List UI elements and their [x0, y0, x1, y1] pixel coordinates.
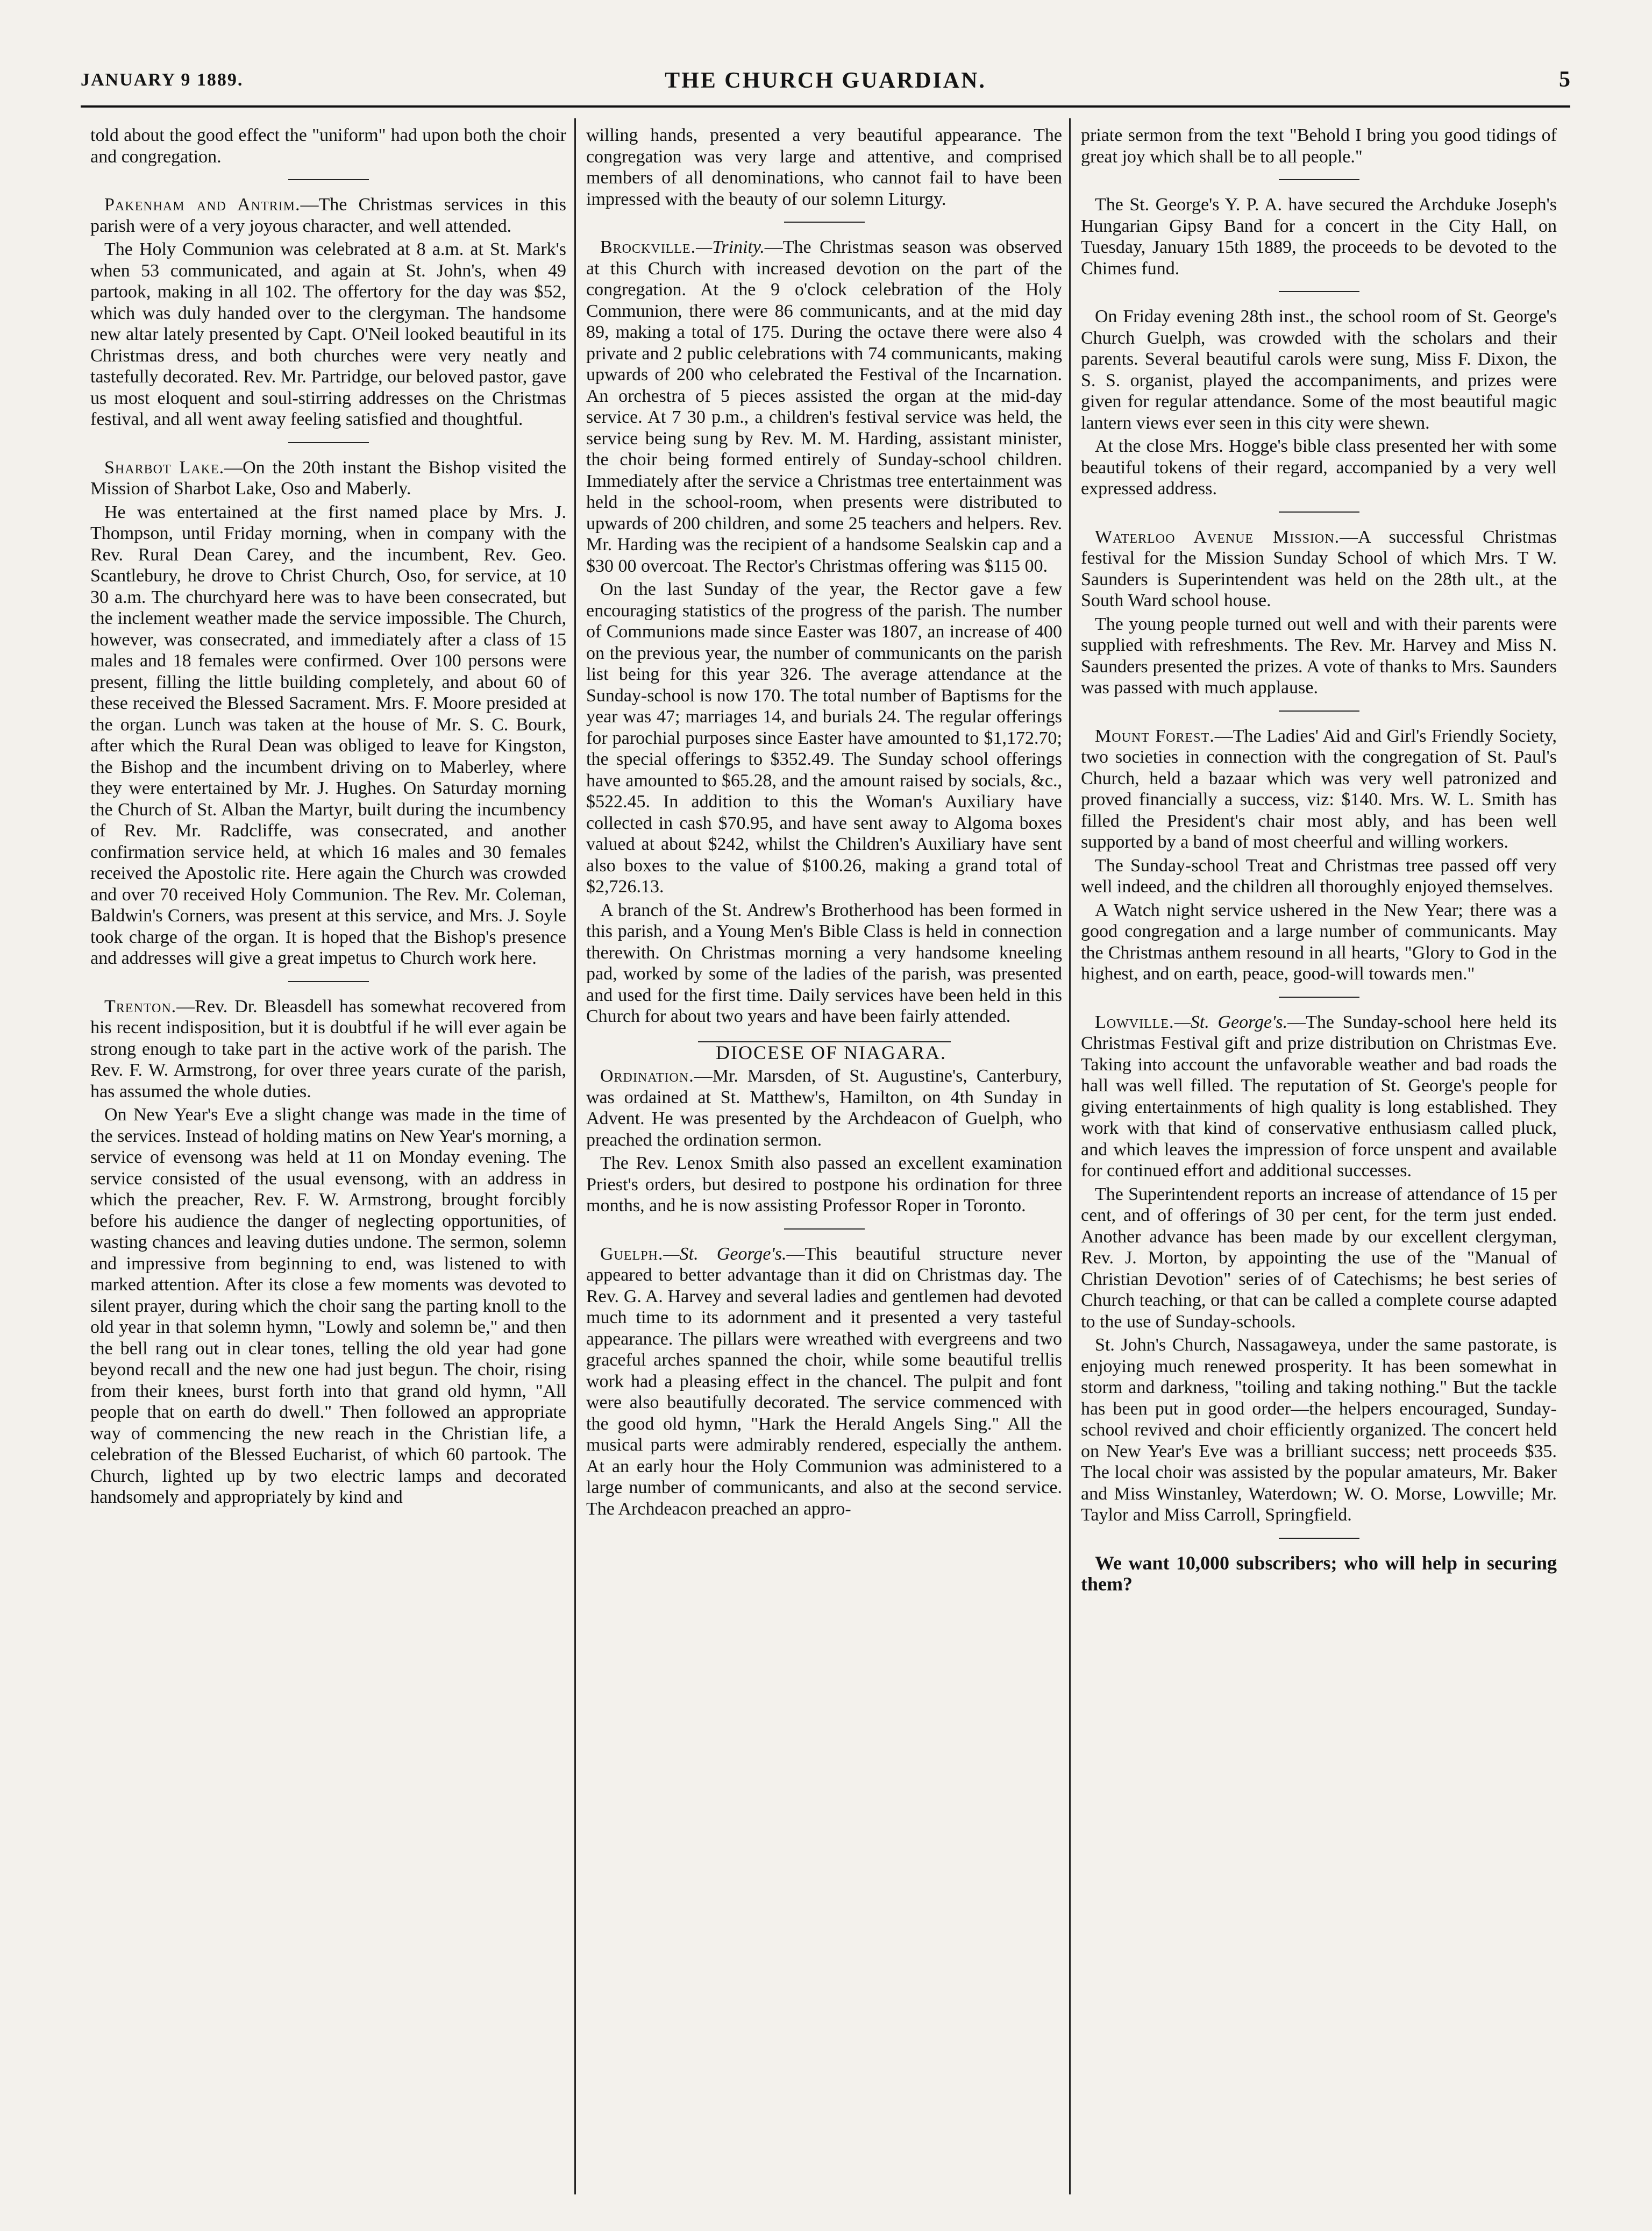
article-lowville — [1081, 1012, 1557, 1182]
paragraph: The St. George's Y. P. A. have secured the Archduke Joseph's Hungarian Gipsy Band for a concert in the City Hall, on Tuesday, January 15th 1889, the proceeds to be devoted to the Chimes fund. — [1081, 195, 1557, 279]
paragraph-text: —The Christmas services in this parish were of a very joyous character, and well attended. — [90, 195, 566, 236]
section-divider — [1279, 997, 1359, 998]
issue-date: JANUARY 9 1889. — [81, 70, 244, 90]
article-sharbot-lake — [90, 457, 566, 500]
column-2 — [586, 125, 1062, 2190]
section-subheading: —St. George's. — [663, 1244, 787, 1264]
page-number: 5 — [1559, 67, 1570, 92]
section-heading: Sharbot Lake. — [104, 457, 225, 478]
paragraph: On Friday evening 28th inst., the school room of St. George's Church Guelph, was crowded with the scholars and their parents. Several beautiful carols were sung, Miss F. Dixon, the S. S. organist, played the accompaniments, and prizes were given for regular attendance. Some of the most beautiful magic lantern views ever seen in this city were shewn. — [1081, 307, 1557, 433]
section-divider — [288, 442, 369, 443]
section-heading: Trenton. — [104, 996, 177, 1017]
column-1 — [90, 125, 566, 2190]
newspaper-title: THE CHURCH GUARDIAN. — [665, 68, 986, 93]
paragraph: The young people turned out well and with their parents were supplied with refreshments. The Rev. Mr. Harvey and Miss N. Saunders presented the prizes. A vote of thanks to Mrs. Saunders was passed with much applause. — [1081, 614, 1557, 698]
paragraph: At the close Mrs. Hogge's bible class presented her with some beautiful tokens of their regard, accompanied by a very well expressed address. — [1081, 436, 1557, 499]
article-trenton — [90, 996, 566, 1103]
paragraph: A Watch night service ushered in the New Year; there was a good congregation and a large number of communicants. May the Christmas anthem resound in all hearts, "Glory to God in the highest, and on earth, peace, good-will towards men." — [1081, 900, 1557, 984]
section-divider — [1279, 710, 1359, 712]
section-divider — [784, 1228, 865, 1230]
article-pakenham — [90, 194, 566, 237]
section-divider — [288, 981, 369, 982]
paragraph-text: —The Christmas season was observed at this Church with increased devotion on the part of the congregation. At the 9 o'clock celebration of the Holy Communion, there were 86 communicants, and at the mid day 89, making a total of 175. During the octave there were also 4 private and 2 public celebrations with 74 communicants, making upwards of 200 who celebrated the Festival of the Incarnation. An orchestra of 5 pieces assisted the organ at the mid-day service. At 7 30 p.m., a children's festival service was held, the service being sung by Rev. M. M. Harding, assistant minister, the choir being formed entirely of Sunday-school children. Immediately after the service a Christmas tree entertainment was held in the school-room, when presents were distributed to upwards of 200 children, and some 25 teachers and helpers. Rev. Mr. Harding was the recipient of a handsome Sealskin cap and a $30 00 overcoat. The Rector's Christmas offering was $115 00. — [586, 237, 1062, 576]
section-divider — [288, 179, 369, 180]
article-guelph — [586, 1244, 1062, 1520]
article-mount-forest — [1081, 726, 1557, 853]
section-divider — [784, 222, 865, 223]
paragraph: He was entertained at the first named place by Mrs. J. Thompson, until Friday morning, when in company with the Rev. Rural Dean Carey, and the incumbent, Rev. Geo. Scantlebury, he drove to Christ Church, Oso, for service, at 10 30 a.m. The churchyard here was to have been consecrated, but the inclement weather made the service impossible. The Church, however, was consecrated, and immediately after a class of 15 males and 18 females were confirmed. Over 100 persons were present, filling the little building completely, and about 60 of these received the Blessed Sacrament. Mrs. F. Moore presided at the organ. Lunch was taken at the house of Mr. S. C. Bourk, after which the Rural Dean was obliged to leave for Kingston, the Bishop and the incumbent driving on to Maberley, where they were entertained by Mr. J. Hughes. On Saturday morning the Church of St. Alban the Martyr, built during the incumbency of Rev. Mr. Radcliffe, was consecrated, and another confirmation service held, at which 16 males and 30 females received the Apostolic rite. Here again the Church was crowded and over 70 received Holy Communion. The Rev. Mr. Coleman, Baldwin's Corners, was present at this service, and Mrs. J. Soyle took charge of the organ. It is hoped that the Bishop's presence and addresses will give a great impetus to Church work here. — [90, 502, 566, 968]
paragraph: A branch of the St. Andrew's Brotherhood has been formed in this parish, and a Young Men's Bible Class is held in connection therewith. On Christmas morning a very handsome kneeling pad, worked by some of the ladies of the parish, was presented and used for the first time. Daily services have been held in this Church for about two years and have been fairly attended. — [586, 900, 1062, 1026]
diocese-heading: DIOCESE OF NIAGARA. — [715, 1041, 946, 1063]
paragraph: The Sunday-school Treat and Christmas tree passed off very well indeed, and the children all thoroughly enjoyed themselves. — [1081, 855, 1557, 897]
section-subheading: —St. George's. — [1174, 1012, 1288, 1032]
masthead — [81, 65, 1570, 99]
section-divider — [1279, 511, 1359, 513]
subscriber-appeal: We want 10,000 subscribers; who will help in securing them? — [1081, 1552, 1557, 1595]
paragraph-text: —The Sunday-school here held its Christmas Festival gift and prize distribution on Christmas Eve. Taking into account the unfavorable weather and bad roads the hall was well filled. The reputation of St. George's people for giving entertainments of high quality is long established. They work with that kind of conservative enthusiasm called pluck, and which leaves the impression of force unspent and available for continued effort and additional successes. — [1081, 1012, 1557, 1181]
section-subheading: —Trinity. — [696, 237, 765, 257]
paragraph: St. John's Church, Nassagaweya, under the same pastorate, is enjoying much renewed prosperity. It has been somewhat in storm and darkness, "toiling and taking nothing." But the tackle has been put in good order—the helpers encouraged, Sunday-school revived and choir efficiently organized. The concert held on New Year's Eve was a brilliant success; nett proceeds $35. The local choir was assisted by the popular amateurs, Mr. Baker and Miss Winstanley, Waterdown; W. O. Morse, Lowville; Mr. Taylor and Miss Carroll, Springfield. — [1081, 1335, 1557, 1525]
article-brockville — [586, 237, 1062, 577]
section-heading: Waterloo Avenue Mission. — [1095, 527, 1340, 547]
paragraph-text: —A successful Christmas festival for the Mission Sunday School of which Mrs. T W. Saunders is Superintendent was held on the 28th ult., at the South Ward school house. — [1081, 527, 1557, 610]
column-divider — [1069, 118, 1071, 2194]
column-3 — [1081, 125, 1557, 2190]
paragraph-text: —On the 20th instant the Bishop visited the Mission of Sharbot Lake, Oso and Maberly. — [90, 457, 566, 499]
paragraph: priate sermon from the text "Behold I bring you good tidings of great joy which shall be to all people." — [1081, 125, 1557, 167]
section-divider — [1279, 291, 1359, 292]
section-divider — [1279, 179, 1359, 180]
section-heading: Mount Forest. — [1095, 726, 1215, 746]
paragraph: On the last Sunday of the year, the Rector gave a few encouraging statistics of the progress of the parish. The number of Communions made since Easter was 1807, an increase of 400 on the previous year, the number of communicants on the parish list being for this year 326. The average attendance at the Sunday-school is now 170. The total number of Baptisms for the year was 47; marriages 14, and burials 24. The regular offerings for parochial purposes since Easter have amounted to $1,172.70; the special offerings to $352.49. The Sunday school offerings have amounted to $65.28, and the amount raised by socials, &c., $522.45. In addition to this the Woman's Auxiliary have collected in cash $70.95, and have sent away to Algoma boxes valued at about $242, whilst the Children's Auxiliary have sent also boxes to the value of $100.26, making a grand total of $2,726.13. — [586, 579, 1062, 897]
section-heading: Ordination. — [600, 1066, 694, 1086]
article-ordination — [586, 1065, 1062, 1150]
section-heading: Brockville. — [600, 237, 696, 257]
paragraph: told about the good effect the "uniform" had upon both the choir and congregation. — [90, 125, 566, 167]
section-heading: Lowville. — [1095, 1012, 1174, 1032]
paragraph: willing hands, presented a very beautiful appearance. The congregation was very large and attentive, and comprised members of all denominations, who cannot fail to have been impressed with the beauty of our solemn Liturgy. — [586, 125, 1062, 209]
section-divider — [1279, 1538, 1359, 1539]
article-waterloo-avenue — [1081, 527, 1557, 612]
paragraph: On New Year's Eve a slight change was made in the time of the services. Instead of holding matins on New Year's morning, a service of evensong was held at 11 on Monday evening. The service consisted of the usual evensong, with an address in which the preacher, Rev. F. W. Armstrong, brought forcibly before his audience the danger of neglecting opportunities, of wasting chances and leaving duties undone. The sermon, solemn and impressive from beginning to end, was listened to with marked attention. After its close a few moments was devoted to silent prayer, during which the choir sang the parting knoll to the old year in that solemn hymn, "Lowly and solemn be," and then the bell rang out in clear tones, telling the old year had gone beyond recall and the new one had just begun. The choir, rising from their knees, burst forth into that grand old hymn, "All people that on earth do dwell." Then followed an appropriate way of commencing the new reach in the Christian life, a celebration of the Blessed Eucharist, of which 60 partook. The Church, lighted up by two electric lamps and decorated handsomely and appropriately by kind and — [90, 1105, 566, 1507]
paragraph-text: —The Ladies' Aid and Girl's Friendly Society, two societies in connection with the congregation of St. Paul's Church, held a bazaar which was very well patronized and proved financially a success, viz: $140. Mrs. W. L. Smith has filled the President's chair most ably, and has been well supported by a band of most cheerful and willing workers. — [1081, 726, 1557, 852]
paragraph: The Superintendent reports an increase of attendance of 15 per cent, and of offerings of 30 per cent, for the term just ended. Another advance has been made by our excellent clergyman, Rev. J. Morton, by appointing the use of the "Manual of Christian Devotion" series of of Catechisms; he best series of Church teaching, or that can be called a complete course adapted to the use of Sunday-schools. — [1081, 1184, 1557, 1332]
paragraph: The Rev. Lenox Smith also passed an excellent examination Priest's orders, but desired to postpone his ordination for three months, and he is now assisting Professor Roper in Toronto. — [586, 1153, 1062, 1216]
section-heading: Pakenham and Antrim. — [104, 195, 301, 215]
paragraph: The Holy Communion was celebrated at 8 a.m. at St. Mark's when 53 communicated, and again at St. John's, when 49 partook, making in all 102. The offertory for the day was $52, which was duly handed over to the clergyman. The handsome new altar lately presented by Capt. O'Neil looked beautiful in its Christmas dress, and both churches were very neatly and tastefully decorated. Rev. Mr. Partridge, our beloved pastor, gave us most eloquent and soul-stirring addresses on the Christmas festival, and all went away feeling satisfied and thoughtful. — [90, 239, 566, 429]
paragraph-text: —Mr. Marsden, of St. Augustine's, Canterbury, was ordained at St. Matthew's, Hamilton, on 4th Sunday in Advent. He was presented by the Archdeacon of Guelph, who preached the ordination sermon. — [586, 1066, 1062, 1150]
header-rule — [81, 105, 1570, 108]
column-divider — [574, 118, 576, 2194]
section-heading: Guelph. — [600, 1244, 664, 1264]
paragraph-text: —This beautiful structure never appeared to better advantage than it did on Christmas day. The Rev. G. A. Harvey and several ladies and gentlemen had devoted much time to its adornment and it presented a very tasteful appearance. The pillars were wreathed with evergreens and two graceful arches spanned the choir, while some beautiful trellis work had a pleasing effect in the chancel. The pulpit and font were also beautifully decorated. The service commenced with the good old hymn, "Hark the Herald Angels Sing." All the musical parts were admirably rendered, especially the anthem. At an early hour the Holy Communion was administered to a large number of communicants, and also at the second service. The Archdeacon preached an appro- — [586, 1244, 1062, 1519]
paragraph-text: —Rev. Dr. Bleasdell has somewhat recovered from his recent indisposition, but it is doubtful if he will ever again be strong enough to take part in the active work of the parish. The Rev. F. W. Armstrong, for over three years curate of the parish, has assumed the whole duties. — [90, 996, 566, 1102]
